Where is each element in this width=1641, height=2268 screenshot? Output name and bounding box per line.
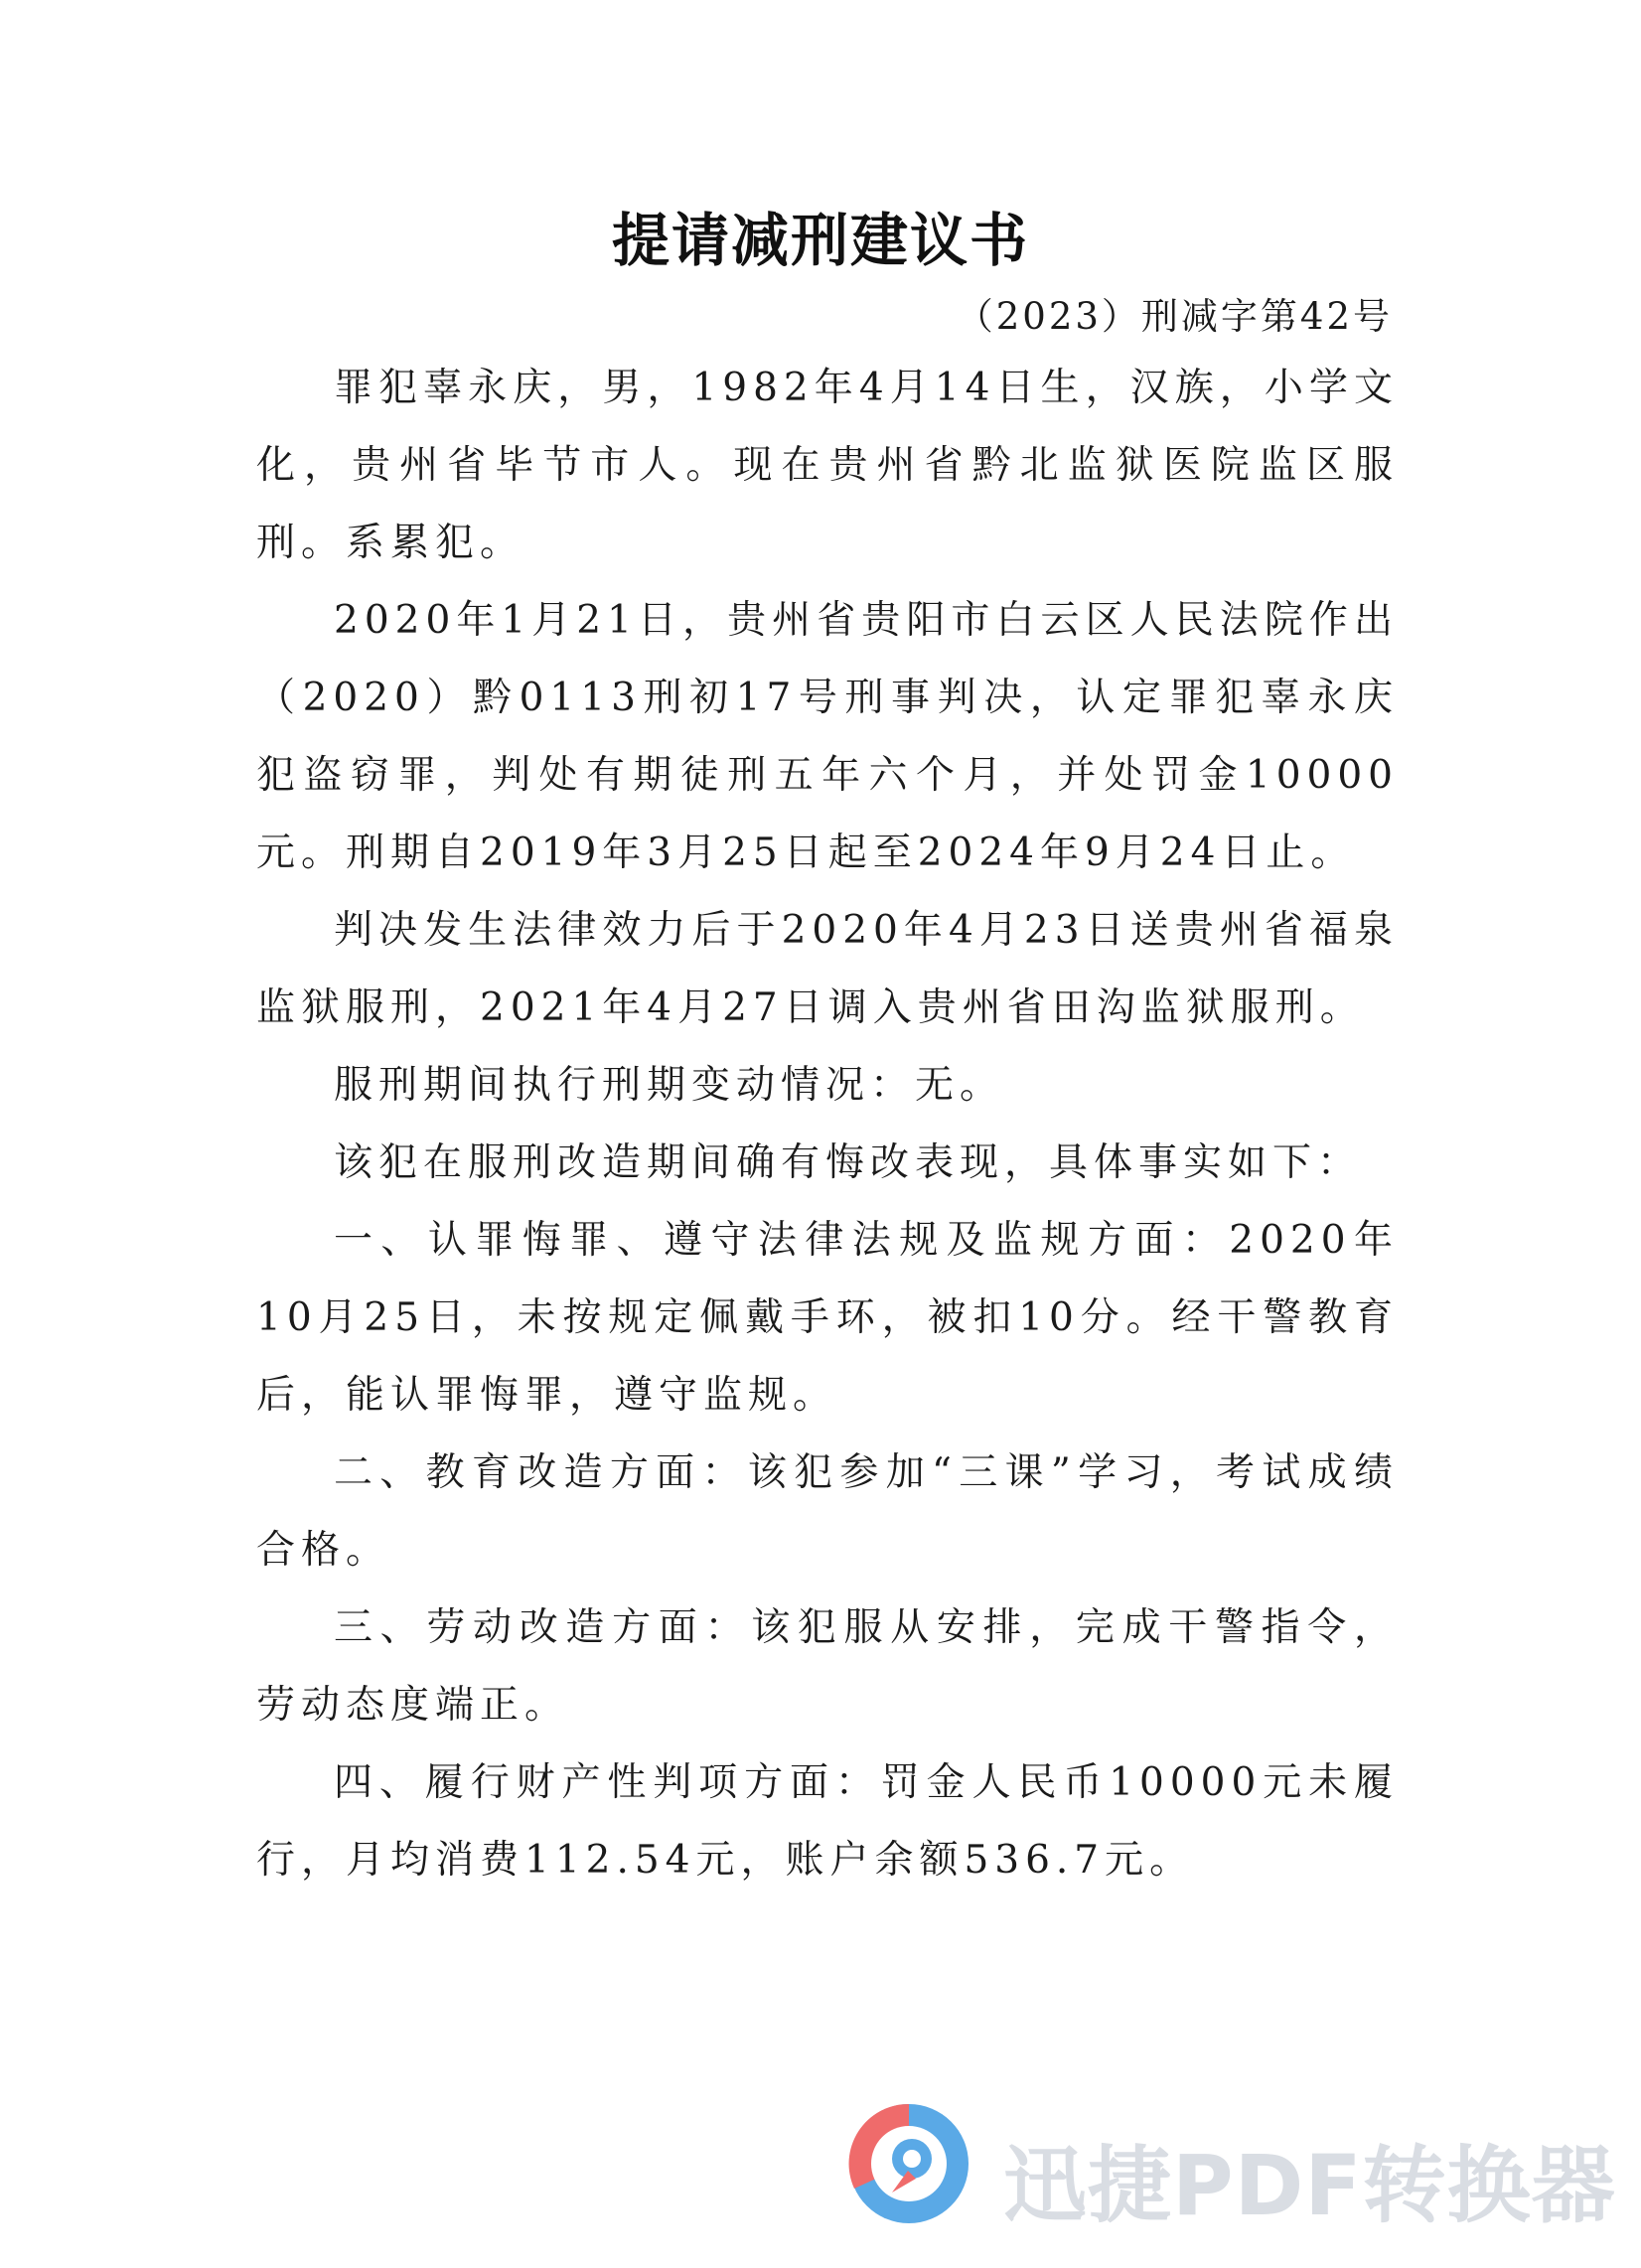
paragraph-sentence-change: 服刑期间执行刑期变动情况：无。	[334, 1063, 1005, 1108]
watermark	[846, 2101, 1616, 2234]
xunjie-pdf-logo-icon	[846, 2101, 971, 2226]
document-title: 提请减刑建议书	[611, 207, 1029, 274]
watermark-text: 迅捷PDF转换器	[1003, 2137, 1616, 2234]
paragraph-transfer: 判决发生法律效力后于2020年4月23日送贵州省福泉监狱服刑，2021年4月27日调入贵州省田沟监狱服刑。	[256, 908, 1399, 1030]
paragraph-criminal-info: 罪犯辜永庆，男，1982年4月14日生，汉族，小学文化，贵州省毕节市人。现在贵州省黔北监狱医院监区服刑。系累犯。	[256, 366, 1399, 565]
document-body	[256, 350, 1399, 1899]
paragraph-education: 二、教育改造方面：该犯参加“三课”学习，考试成绩合格。	[256, 1450, 1399, 1573]
paragraph-rule-compliance: 一、认罪悔罪、遵守法律法规及监规方面：2020年10月25日，未按规定佩戴手环，被扣10分。经干警教育后，能认罪悔罪，遵守监规。	[256, 1218, 1399, 1418]
document-number: （2023）刑减字第42号	[956, 295, 1393, 338]
paragraph-property: 四、履行财产性判项方面：罚金人民币10000元未履行，月均消费112.54元，账户余额536.7元。	[256, 1760, 1399, 1883]
paragraph-judgment: 2020年1月21日，贵州省贵阳市白云区人民法院作出（2020）黔0113刑初17号刑事判决，认定罪犯辜永庆犯盗窃罪，判处有期徒刑五年六个月，并处罚金10000元。刑期自2019年3月25日起至2024年9月24日止。	[256, 598, 1399, 875]
paragraph-labor: 三、劳动改造方面：该犯服从安排，完成干警指令，劳动态度端正。	[256, 1605, 1399, 1728]
paragraph-repentance-intro: 该犯在服刑改造期间确有悔改表现，具体事实如下：	[334, 1140, 1363, 1185]
